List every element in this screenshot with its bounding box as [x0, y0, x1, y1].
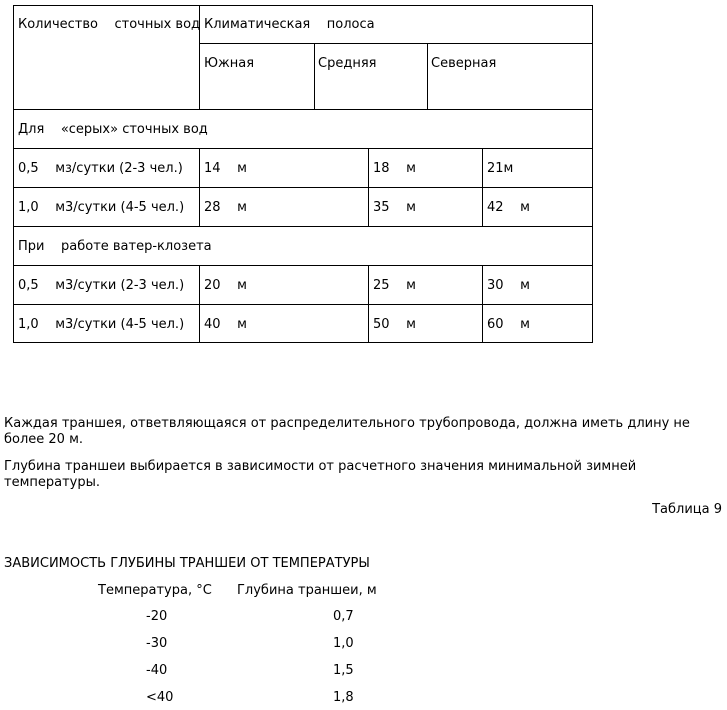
header-zone-middle: Средняя	[318, 56, 377, 71]
depth-header-temperature: Температура, °С	[98, 583, 212, 598]
row-value: 42 м	[487, 200, 530, 215]
row-value: 40 м	[204, 317, 247, 332]
row-value: 21м	[487, 161, 514, 176]
row-value: 60 м	[487, 317, 530, 332]
row-value: 35 м	[373, 200, 416, 215]
row-value: 20 м	[204, 278, 247, 293]
row-value: 28 м	[204, 200, 247, 215]
depth-value: 0,7	[333, 609, 354, 624]
depth-table-title: ЗАВИСИМОСТЬ ГЛУБИНЫ ТРАНШЕИ ОТ ТЕМПЕРАТУРЫ	[4, 556, 370, 571]
group-title: При работе ватер-клозета	[18, 239, 212, 254]
row-value: 50 м	[373, 317, 416, 332]
row-value: 30 м	[487, 278, 530, 293]
header-volume: Количество сточных вод	[18, 17, 201, 32]
row-volume: 0,5 мз/сутки (2-3 чел.)	[18, 161, 183, 176]
depth-temperature-value: <40	[146, 690, 174, 705]
row-value: 14 м	[204, 161, 247, 176]
paragraph: Каждая траншея, ответвляющаяся от распределительного трубопровода, должна иметь длину не более 20 м.	[4, 416, 690, 447]
depth-temperature-value: -30	[146, 636, 168, 651]
row-value: 25 м	[373, 278, 416, 293]
table-number-label: Таблица 9	[652, 502, 722, 517]
depth-value: 1,0	[333, 636, 354, 651]
depth-value: 1,8	[333, 690, 354, 705]
paragraph: Глубина траншеи выбирается в зависимости от расчетного значения минимальной зимней температуры.	[4, 459, 637, 490]
row-volume: 0,5 м3/сутки (2-3 чел.)	[18, 278, 185, 293]
header-zone-south: Южная	[204, 56, 255, 71]
depth-header-depth: Глубина траншеи, м	[237, 583, 377, 598]
group-title: Для «серых» сточных вод	[18, 122, 208, 137]
row-volume: 1,0 м3/сутки (4-5 чел.)	[18, 200, 185, 215]
header-climate: Климатическая полоса	[204, 17, 375, 32]
depth-temperature-value: -20	[146, 609, 168, 624]
row-value: 18 м	[373, 161, 416, 176]
depth-temperature-value: -40	[146, 663, 168, 678]
depth-value: 1,5	[333, 663, 354, 678]
row-volume: 1,0 м3/сутки (4-5 чел.)	[18, 317, 185, 332]
header-zone-north: Северная	[431, 56, 497, 71]
